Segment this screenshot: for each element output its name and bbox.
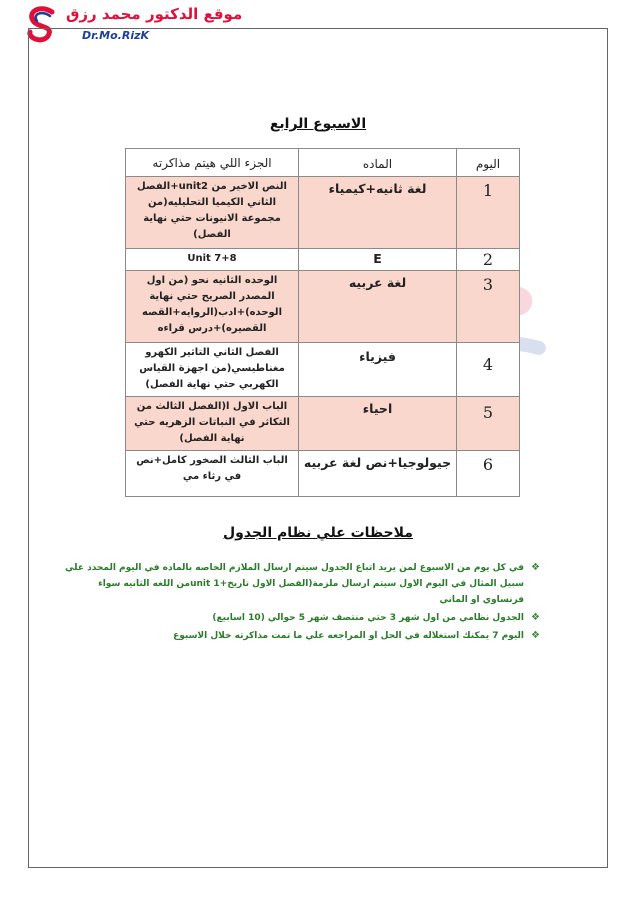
diamond-bullet-icon: ❖ [531, 562, 540, 573]
logo-arabic-text: موقع الدكتور محمد رزق [66, 5, 243, 23]
notes-list [60, 560, 540, 646]
row-day: 3 [457, 271, 520, 343]
row-part: الباب الثالث الصخور كامل+نص في رثاء مي [126, 451, 299, 497]
logo-latin-text: Dr.Mo.RizK [82, 29, 150, 42]
table-header-row [126, 149, 520, 177]
row-day: 1 [457, 177, 520, 249]
week-title: الاسبوع الرابع [269, 116, 367, 132]
table-row [126, 343, 520, 397]
row-subject: فيزياء [299, 343, 457, 397]
row-subject: لغة عربيه [299, 271, 457, 343]
row-subject: لغة ثانيه+كيمياء [299, 177, 457, 249]
row-part: الفصل الثاني التاثير الكهرو مغناطيسي(من اجهزة القياس الكهربي حتي نهاية الفصل) [126, 343, 299, 397]
diamond-bullet-icon: ❖ [531, 612, 540, 623]
table-row [126, 249, 520, 271]
table-row [126, 177, 520, 249]
header-subject: الماده [299, 149, 457, 177]
row-subject: جيولوجيا+نص لغة عربيه [299, 451, 457, 497]
row-subject: احياء [299, 397, 457, 451]
row-day: 5 [457, 397, 520, 451]
row-day: 2 [457, 249, 520, 271]
table-row [126, 397, 520, 451]
list-item [60, 560, 540, 608]
row-part: الوحده الثانيه نحو (من اول المصدر الصريح حتي نهاية الوحده)+ادب(الروايه+القصه القصيره)+درس قراءه [126, 271, 299, 343]
header-part: الجزء اللي هيتم مذاكرته [126, 149, 299, 177]
row-subject: E [299, 249, 457, 271]
header-day: اليوم [457, 149, 520, 177]
row-day: 4 [457, 343, 520, 397]
diamond-bullet-icon: ❖ [531, 630, 540, 641]
notes-title: ملاحظات علي نظام الجدول [223, 525, 413, 541]
list-item [60, 610, 540, 626]
row-day: 6 [457, 451, 520, 497]
table-row [126, 271, 520, 343]
note-text: اليوم 7 يمكنك استغلاله في الحل او المراجعه علي ما تمت مذاكرته خلال الاسبوع [173, 631, 524, 641]
table-row [126, 451, 520, 497]
row-part: Unit 7+8 [126, 249, 299, 271]
note-text: في كل يوم من الاسبوع لمن يريد اتباع الجدول سيتم ارسال الملازم الخاصه بالماده في اليوم المحدد علي سبيل المثال في اليوم الاول سيتم ارسال ملزمة(الفصل الاول تاريخ+unit 1من اللغه الثانيه سواء فرنساوي او الماني [65, 563, 524, 605]
list-item [60, 628, 540, 644]
row-part: الباب الاول ا(الفصل الثالث من التكاثر في النباتات الزهريه حتي نهاية الفصل) [126, 397, 299, 451]
schedule-table [125, 148, 520, 497]
note-text: الجدول نظامي من اول شهر 3 حتي منتصف شهر 5 حوالي (10 اسابيع) [212, 613, 524, 623]
row-part: النص الاخير من unit2+الفصل الثاني الكيميا التحليليه(من مجموعة الانيونات حتي نهاية الفصل) [126, 177, 299, 249]
